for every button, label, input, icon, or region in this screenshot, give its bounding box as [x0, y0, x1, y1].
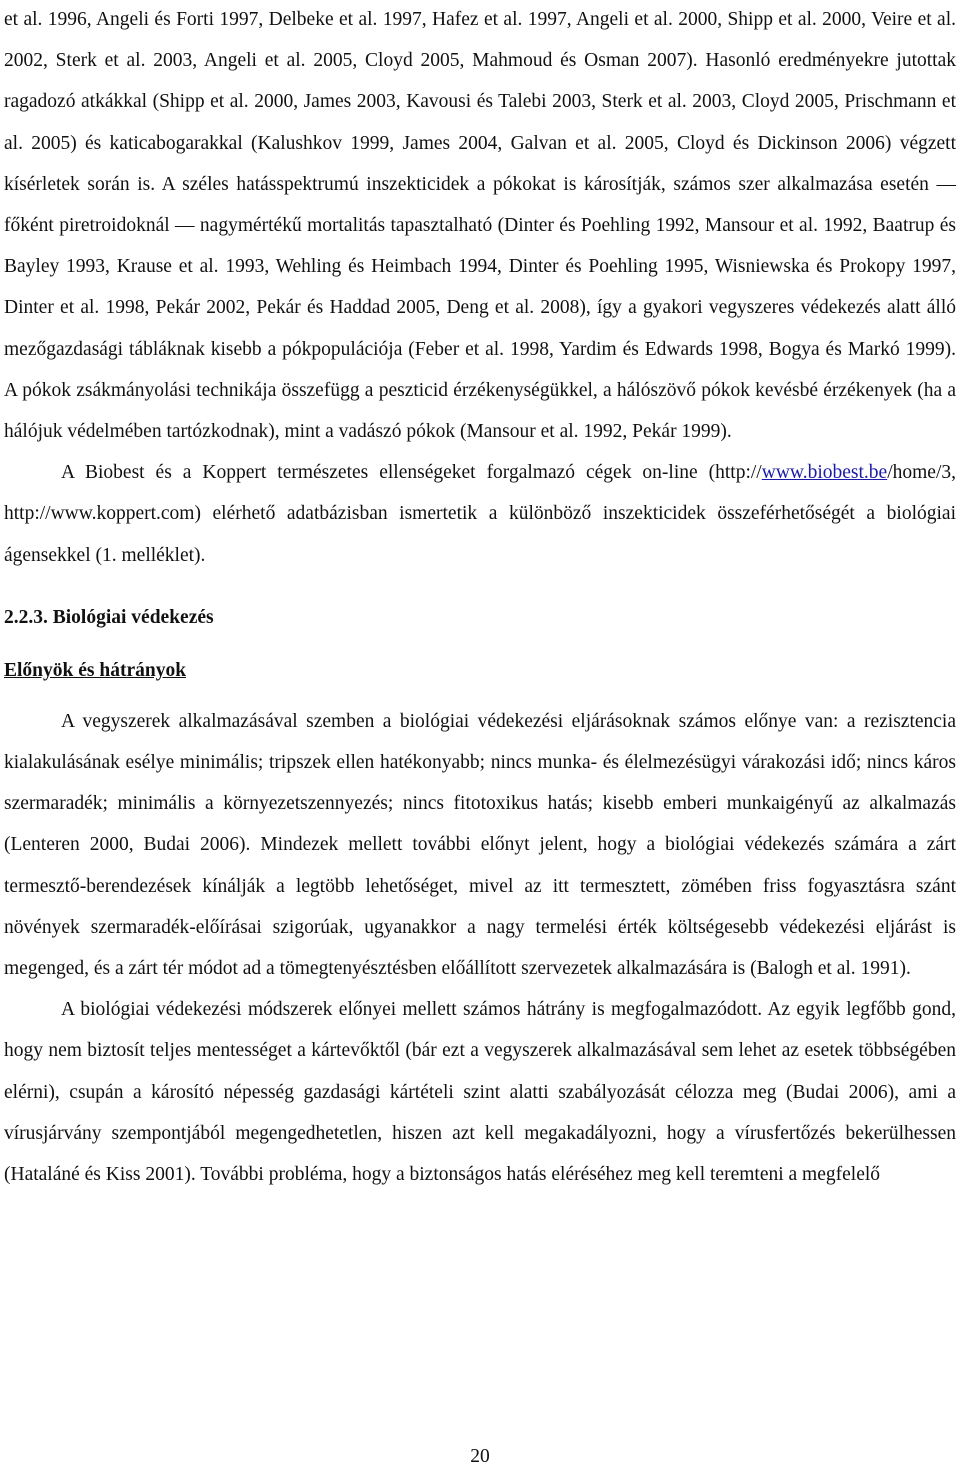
body-paragraph [4, 452, 956, 576]
body-paragraph: A vegyszerek alkalmazásával szemben a biológiai védekezési eljárásoknak számos előnye van: a rezisztencia kialakulásának esélye minimális; tripszek ellen hatékonyabb; nincs munka- és élelmezésügyi várakozási idő; nincs káros szermaradék; minimális a környezetszennyezés; nincs fitotoxikus hatás; kisebb emberi munkaigényű az alkalmazás (Lenteren 2000, Budai 2006). Mindezek mellett további előnyt jelent, hogy a biológiai védekezés számára a zárt termesztő-berendezések kínálják a legtöbb lehetőséget, mivel az itt termesztett, zömében friss fogyasztásra szánt növények szermaradék-előírásai szigorúak, ugyanakkor a nagy termelési érték költségesebb védekezési eljárást is megenged, és a zárt tér módot ad a tömegtenyésztésben előállított szervezetek alkalmazására is (Balogh et al. 1991). [4, 710, 956, 980]
body-paragraph: A biológiai védekezési módszerek előnyei mellett számos hátrány is megfogalmazódott. Az egyik legfőbb gond, hogy nem biztosít teljes mentességet a kártevőktől (bár ezt a vegyszerek alkalmazásával sem lehet az esetek többségében elérni), csupán a károsító népesség gazdasági kártételi szint alatti szabályozását célozza meg (Budai 2006), ami a vírusjárvány szempontjából megengedhetetlen, hiszen azt kell megakadályozni, hogy a vírusfertőzés bekerülhessen (Hataláné és Kiss 2001). További probléma, hogy a biztonságos hatás eléréséhez meg kell teremteni a megfelelő [4, 999, 956, 1186]
paragraph-text: A Biobest és a Koppert természetes ellenségeket forgalmazó cégek on-line (http:// [61, 462, 762, 484]
biobest-link[interactable]: www.biobest.be [761, 462, 888, 484]
subsection-heading: Előnyök és hátrányok [4, 659, 187, 681]
section-heading: 2.2.3. Biológiai védekezés [4, 606, 214, 628]
document-page [4, 0, 956, 1195]
page-number: 20 [470, 1446, 490, 1467]
body-paragraph: et al. 1996, Angeli és Forti 1997, Delbeke et al. 1997, Hafez et al. 1997, Angeli et al. 2000, Shipp et al. 2000, Veire et al. 2002, Sterk et al. 2003, Angeli et al. 2005, Cloyd 2005, Mahmoud és Osman 2007). Hasonló eredményekre jutottak ragadozó atkákkal (Shipp et al. 2000, James 2003, Kavousi és Talebi 2003, Sterk et al. 2003, Cloyd 2005, Prischmann et al. 2005) és katicabogarakkal (Kalushkov 1999, James 2004, Galvan et al. 2005, Cloyd és Dickinson 2006) végzett kísérletek során is. A széles hatásspektrumú inszekticidek a pókokat is károsítják, számos szer alkalmazása esetén — főként piretroidoknál — nagymértékű mortalitás tapasztalható (Dinter és Poehling 1992, Mansour et al. 1992, Baatrup és Bayley 1993, Krause et al. 1993, Wehling és Heimbach 1994, Dinter és Poehling 1995, Wisniewska és Prokopy 1997, Dinter et al. 1998, Pekár 2002, Pekár és Haddad 2005, Deng et al. 2008), így a gyakori vegyszeres védekezés alatt álló mezőgazdasági tábláknak kisebb a pókpopulációja (Feber et al. 1998, Yardim és Edwards 1998, Bogya és Markó 1999). A pókok zsákmányolási technikája összefügg a peszticid érzékenységükkel, a hálószövő pókok kevésbé érzékenyek (ha a hálójuk védelmében tartózkodnak), mint a vadászó pókok (Mansour et al. 1992, Pekár 1999). [4, 9, 956, 443]
paragraph-text: /home/3, http://www.koppert.com) elérhető adatbázisban ismertetik a különböző inszekticidek összeférhetőségét a biológiai ágensekkel (1. melléklet). [4, 462, 956, 566]
